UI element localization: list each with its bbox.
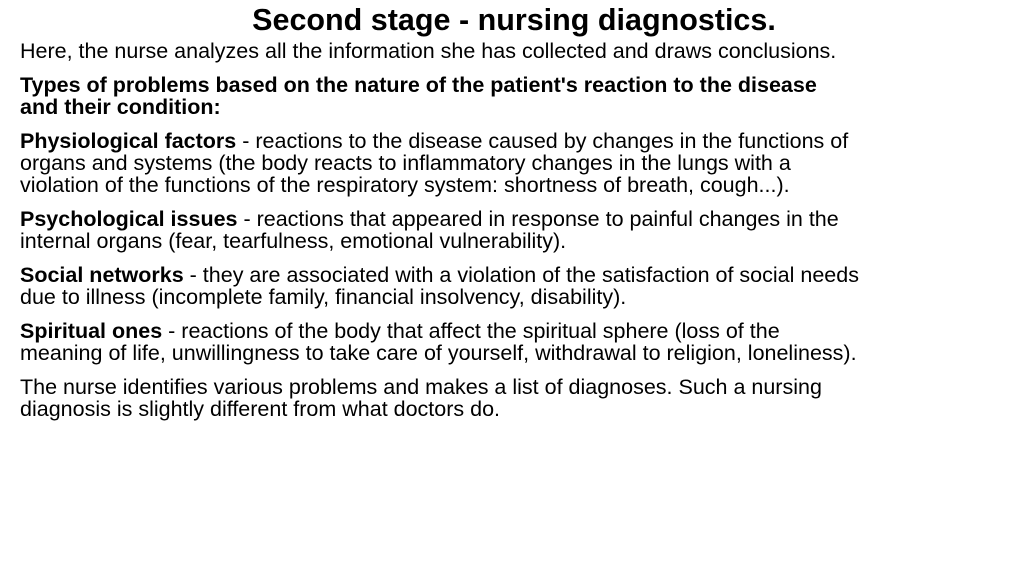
intro-paragraph (20, 40, 1008, 62)
psychological-paragraph (20, 208, 1008, 252)
slide-title: Second stage - nursing diagnostics. (252, 3, 776, 37)
psychological-term: Psychological issues (20, 207, 238, 231)
psychological-line-1 (20, 208, 1008, 230)
spiritual-line-1 (20, 320, 1008, 342)
conclusion-paragraph (20, 376, 1008, 420)
physiological-line-2: organs and systems (the body reacts to inflammatory changes in the lungs with a (20, 151, 791, 175)
psychological-line-2: internal organs (fear, tearfulness, emotional vulnerability). (20, 229, 567, 253)
psychological-text-1: - reactions that appeared in response to painful changes in the (237, 207, 839, 231)
social-line-1 (20, 264, 1008, 286)
physiological-line-3: violation of the functions of the respiratory system: shortness of breath, cough...). (20, 173, 790, 197)
physiological-text-1: - reactions to the disease caused by changes in the functions of (236, 129, 849, 153)
social-term: Social networks (20, 263, 184, 287)
social-text-1: - they are associated with a violation of the satisfaction of social needs (183, 263, 859, 287)
spiritual-paragraph (20, 320, 1008, 364)
physiological-term: Physiological factors (20, 129, 237, 153)
intro-text: Here, the nurse analyzes all the information she has collected and draws conclusions. (20, 39, 837, 63)
types-heading-line-1: Types of problems based on the nature of the patient's reaction to the disease (20, 73, 817, 97)
types-heading-line-2: and their condition: (20, 95, 221, 119)
types-heading (20, 74, 1008, 118)
social-paragraph (20, 264, 1008, 308)
physiological-paragraph (20, 130, 1008, 196)
spiritual-term: Spiritual ones (20, 319, 163, 343)
spiritual-line-2: meaning of life, unwillingness to take care of yourself, withdrawal to religion, loneliness). (20, 341, 857, 365)
spiritual-text-1: - reactions of the body that affect the spiritual sphere (loss of the (162, 319, 780, 343)
conclusion-line-1: The nurse identifies various problems and makes a list of diagnoses. Such a nursing (20, 375, 822, 399)
conclusion-line-2: diagnosis is slightly different from what doctors do. (20, 397, 501, 421)
social-line-2: due to illness (incomplete family, financial insolvency, disability). (20, 285, 627, 309)
physiological-line-1 (20, 130, 1008, 152)
